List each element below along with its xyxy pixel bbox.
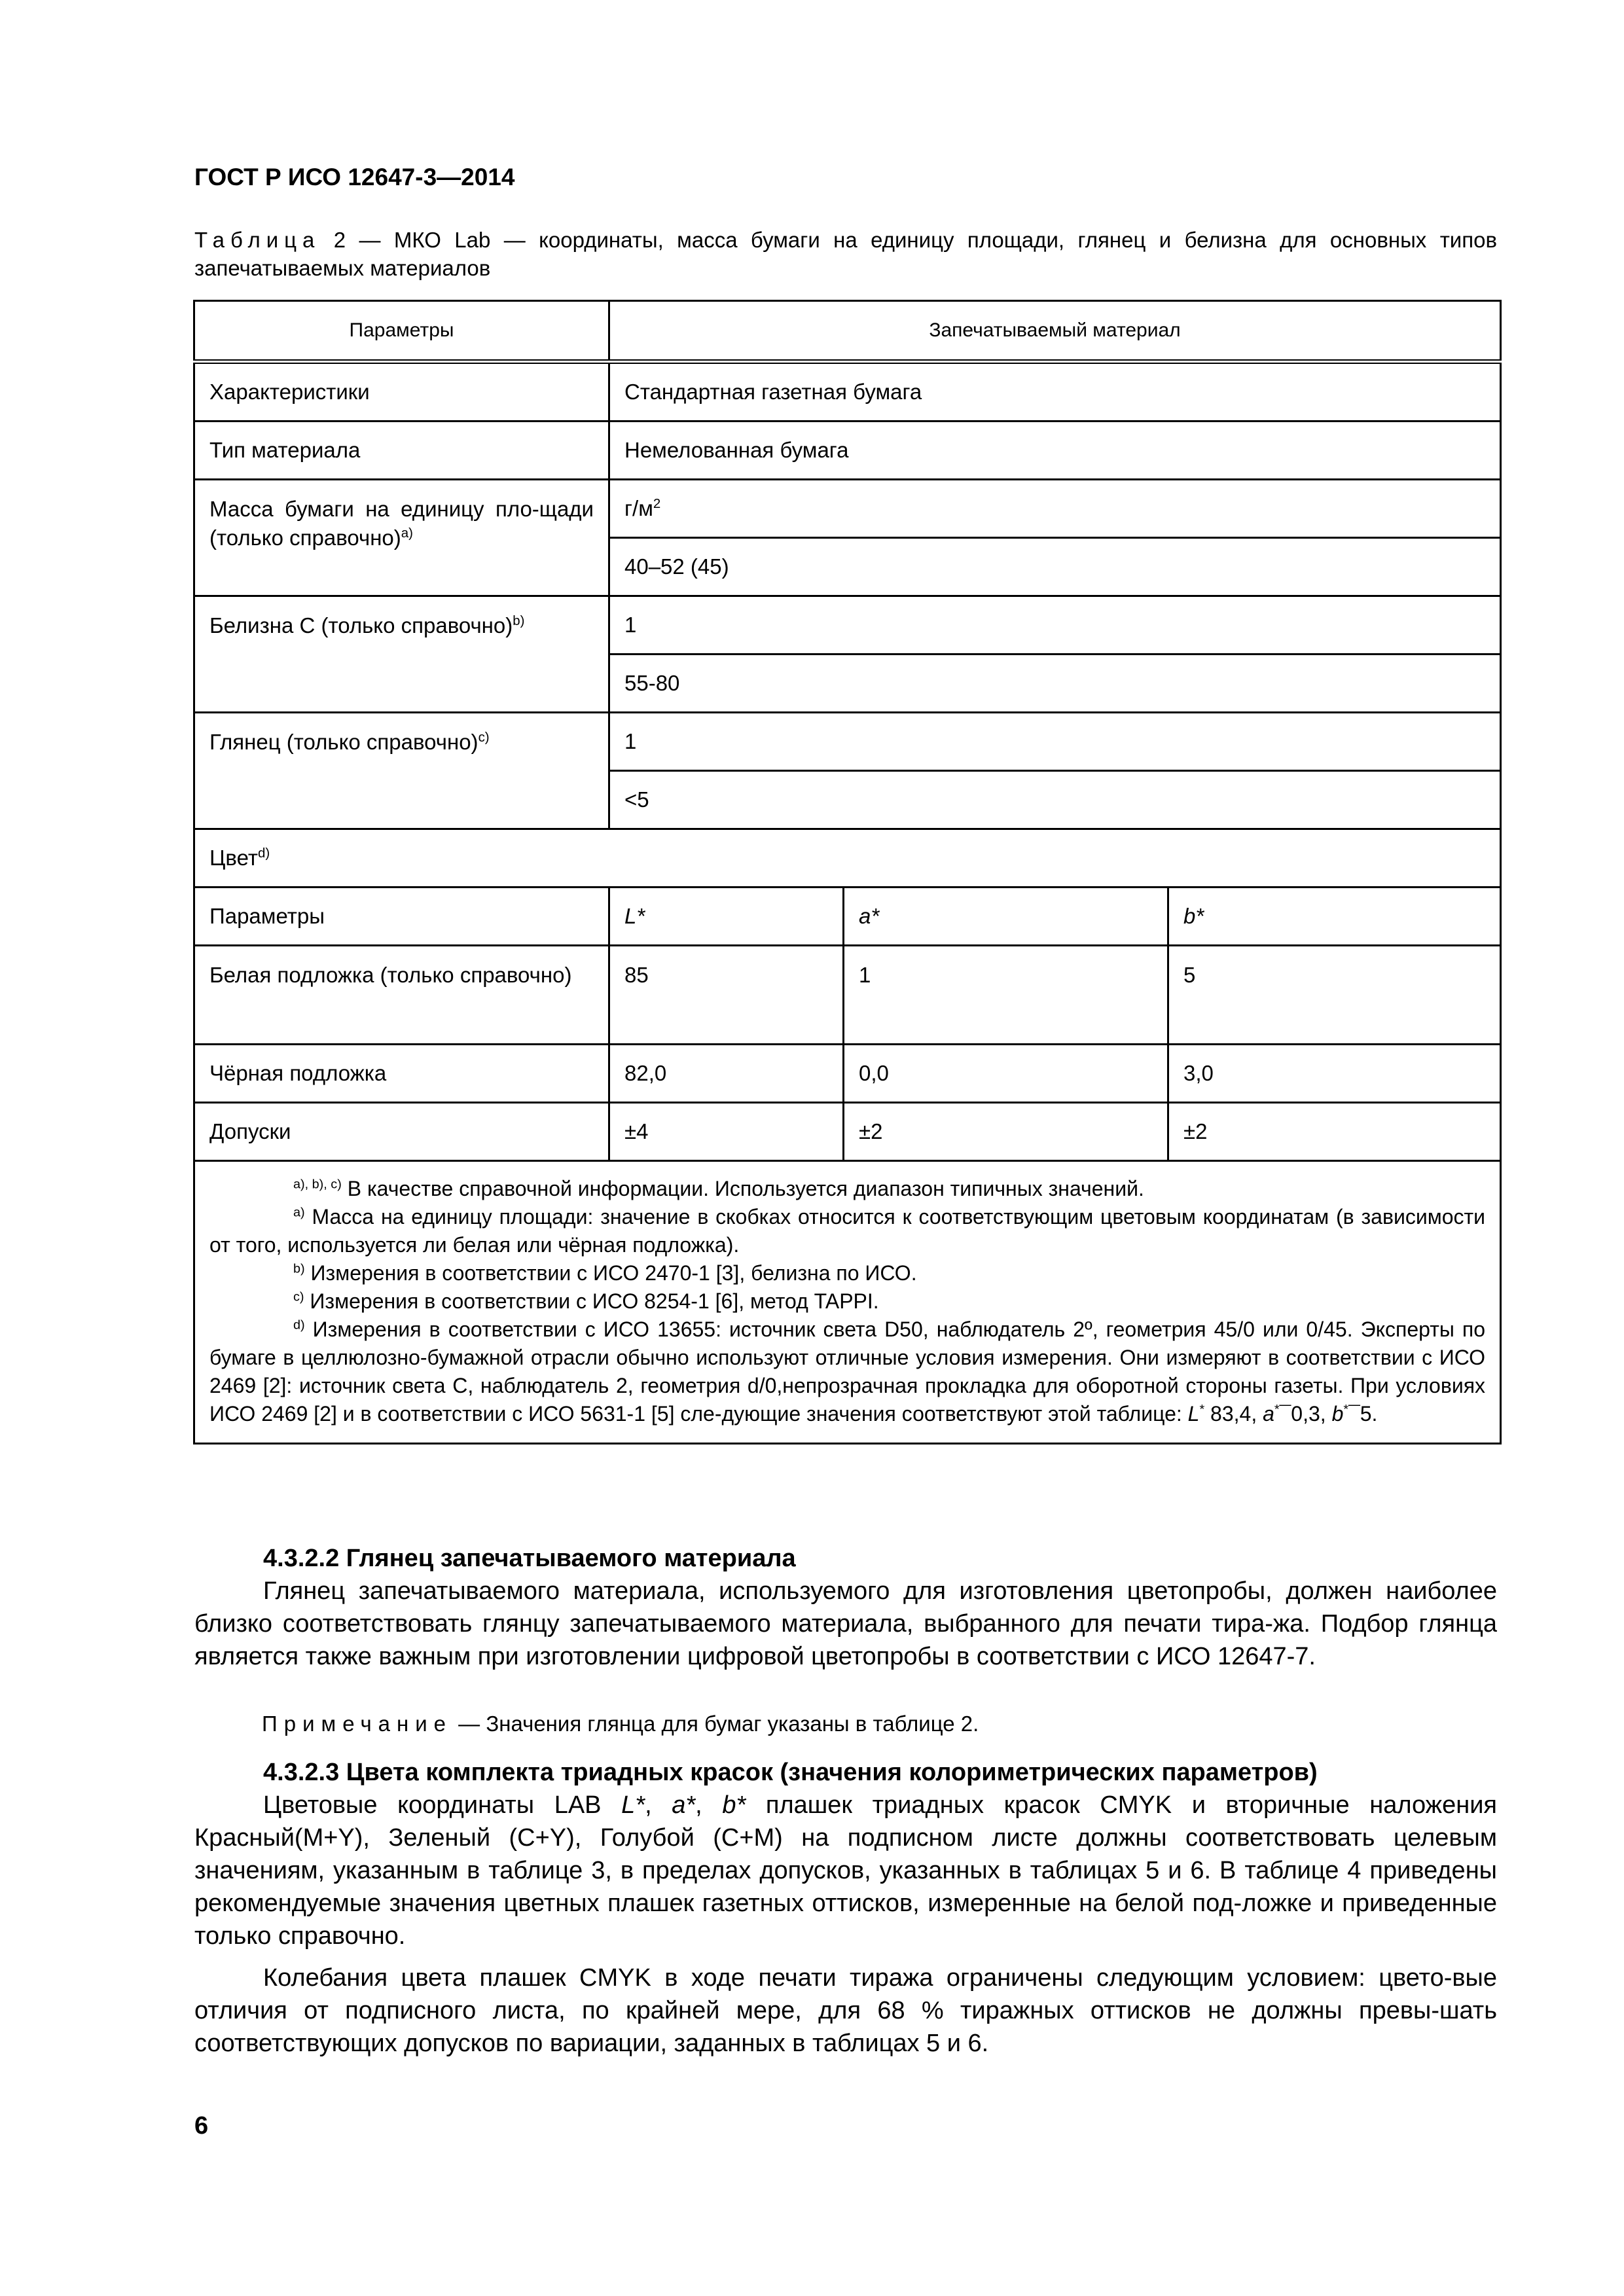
section-heading: 4.3.2.2 Глянец запечатываемого материала bbox=[263, 1545, 796, 1572]
footnote-marker: d) bbox=[257, 846, 270, 861]
footnote-b-value: ¯5. bbox=[1348, 1402, 1378, 1426]
footnote-marker: a) bbox=[401, 526, 413, 541]
cell-a: a* bbox=[844, 888, 1168, 946]
table-row bbox=[194, 888, 1501, 946]
para-text: Цветовые координаты LAB bbox=[263, 1791, 622, 1819]
footnote-d bbox=[209, 1316, 1485, 1428]
row-value: 1 bbox=[609, 596, 1501, 655]
table-row bbox=[194, 1045, 1501, 1103]
white-backing-label: Белая подложка (только справочно) bbox=[209, 963, 572, 987]
row-label: Характеристики bbox=[194, 362, 609, 422]
footnote-text: Измерения в соответствии с ИСО 13655: источник света D50, наблюдатель 2º, геометрия 45/0 или 0/45. Эксперты по бумаге в целлюлозно-бумажной отрасли обычно используют отличные условия измерения. Они измеряют в соответствии с ИСО 2469 [2]: источник света С, наблюдатель 2, геометрия d/0,непрозрачная прокладка для оборотной стороны газеты. При условиях ИСО 2469 [2] и в соответствии с ИСО 5631-1 [5] сле-дующие значения соответствуют этой таблице: bbox=[209, 1318, 1486, 1426]
footnote-marker: b) bbox=[513, 613, 525, 628]
note-body: — Значения глянца для бумаг указаны в таблице 2. bbox=[452, 1712, 979, 1736]
row-label bbox=[194, 480, 609, 596]
row-label: Чёрная подложка bbox=[194, 1045, 609, 1103]
footnote-L: L bbox=[1187, 1402, 1200, 1426]
color-label: Цвет bbox=[209, 846, 258, 870]
row-value: Стандартная газетная бумага bbox=[609, 362, 1501, 422]
row-label bbox=[194, 946, 609, 1045]
note-label: Примечание bbox=[262, 1712, 453, 1736]
symbol-a: a* bbox=[672, 1791, 696, 1819]
row-value: 1 bbox=[609, 713, 1501, 771]
cell-b: 3,0 bbox=[1168, 1045, 1501, 1103]
para-text: плашек триадных красок CMYK и вторичные наложения Красный(М+Y), Зеленый (С+Y), Голубой (С+М) на подписном листе должны соответствовать целевым значениям, указанным в таблице 3, в пределах допусков, указанных в таблицах 5 и 6. В таблице 4 приведены рекомендуемые значения цветных плашек газетных оттисков, измеренные на белой под-ложке и приведенные только справочно. bbox=[194, 1791, 1497, 1950]
footnote-a-sup: * bbox=[1274, 1402, 1280, 1417]
section-heading: 4.3.2.3 Цвета комплекта триадных красок (значения колориметрических параметров) bbox=[263, 1759, 1318, 1786]
footnote-a-value: ¯0,3, bbox=[1279, 1402, 1332, 1426]
document-header: ГОСТ Р ИСО 12647-3—2014 bbox=[194, 164, 515, 190]
row-value: 55-80 bbox=[609, 655, 1501, 713]
footnote-L-sup: * bbox=[1199, 1402, 1205, 1417]
row-label bbox=[194, 596, 609, 713]
row-label bbox=[194, 713, 609, 829]
cell-a: 1 bbox=[844, 946, 1168, 1045]
footnote-b bbox=[209, 1259, 1485, 1287]
para-separator: , bbox=[645, 1791, 672, 1819]
section-4323 bbox=[194, 1756, 1497, 2060]
cell-a: 0,0 bbox=[844, 1045, 1168, 1103]
gloss-label: Глянец (только справочно) bbox=[209, 730, 478, 754]
row-label: Тип материала bbox=[194, 422, 609, 480]
footnote-marker: a), b), c) bbox=[293, 1177, 342, 1192]
table-notes bbox=[194, 1161, 1501, 1444]
cell-b: 5 bbox=[1168, 946, 1501, 1045]
table-caption-label: Таблица bbox=[194, 228, 321, 252]
footnote-text: Масса на единицу площади: значение в скобках относится к соответствующим цветовым координатам (в зависимости от того, используется ли белая или чёрная подложка). bbox=[209, 1205, 1486, 1257]
cell-b: b* bbox=[1168, 888, 1501, 946]
row-value: Немелованная бумага bbox=[609, 422, 1501, 480]
section-paragraph: Колебания цвета плашек CMYK в ходе печати тиража ограничены следующим условием: цвето-вые отличия от подписного листа, по крайней мере, для 68 % тиражных оттисков не должны превы-шать соответствующих допусков по вариации, заданных в таблицах 5 и 6. bbox=[194, 1964, 1497, 2057]
section-paragraph bbox=[194, 1789, 1497, 1952]
row-label: Допуски bbox=[194, 1103, 609, 1161]
footnote-text: Измерения в соответствии с ИСО 8254-1 [6], метод TAPPI. bbox=[304, 1289, 879, 1313]
para-separator: , bbox=[695, 1791, 723, 1819]
footnote-L-value: 83,4, bbox=[1204, 1402, 1263, 1426]
cell-L: 82,0 bbox=[609, 1045, 844, 1103]
table-row bbox=[194, 596, 1501, 655]
table-row bbox=[194, 946, 1501, 1045]
footnote-c bbox=[209, 1287, 1485, 1316]
row-value bbox=[609, 480, 1501, 538]
table-notes-row bbox=[194, 1161, 1501, 1444]
color-section-label bbox=[194, 829, 1501, 888]
footnote-text: Измерения в соответствии с ИСО 2470-1 [3], белизна по ИСО. bbox=[304, 1261, 917, 1285]
symbol-b: b* bbox=[722, 1791, 746, 1819]
footnote-a bbox=[209, 1203, 1485, 1259]
note bbox=[262, 1712, 979, 1736]
table-row bbox=[194, 829, 1501, 888]
row-value: <5 bbox=[609, 771, 1501, 829]
table-caption bbox=[194, 226, 1497, 282]
footnote-b-sup: * bbox=[1343, 1402, 1349, 1417]
data-table bbox=[193, 300, 1502, 1444]
unit-superscript: 2 bbox=[653, 496, 661, 511]
mass-label-text bbox=[209, 495, 594, 552]
table-caption-text: 2 — МКО Lab — координаты, масса бумаги на единицу площади, глянец и белизна для основных типов запечатываемых материалов bbox=[194, 228, 1497, 280]
footnote-marker: a) bbox=[293, 1205, 305, 1220]
table-header-row bbox=[194, 301, 1501, 362]
mass-unit: г/м bbox=[624, 496, 653, 520]
header-material: Запечатываемый материал bbox=[609, 301, 1501, 362]
footnote-marker: c) bbox=[478, 730, 490, 745]
symbol-L: L* bbox=[621, 1791, 645, 1819]
table-row bbox=[194, 713, 1501, 771]
table-row bbox=[194, 1103, 1501, 1161]
section-paragraph: Глянец запечатываемого материала, используемого для изготовления цветопробы, должен наиболее близко соответствовать глянцу запечатываемого материала, выбранного для печати тира-жа. Подбор глянца является также важным при изготовлении цифровой цветопробы в соответствии с ИСО 12647-7. bbox=[194, 1577, 1497, 1670]
whiteness-label: Белизна С (только справочно) bbox=[209, 613, 513, 637]
cell-a: ±2 bbox=[844, 1103, 1168, 1161]
footnote-b-symbol: b bbox=[1331, 1402, 1344, 1426]
cell-L: ±4 bbox=[609, 1103, 844, 1161]
footnote-marker: c) bbox=[293, 1289, 304, 1304]
footnote-a-symbol: a bbox=[1263, 1402, 1274, 1426]
mass-label: Масса бумаги на единицу пло-щади (только справочно) bbox=[209, 497, 594, 550]
footnote-marker: b) bbox=[293, 1261, 305, 1276]
footnote-abc bbox=[209, 1175, 1485, 1203]
cell-L: 85 bbox=[609, 946, 844, 1045]
cell-b: ±2 bbox=[1168, 1103, 1501, 1161]
page-number: 6 bbox=[194, 2112, 209, 2140]
cell-L: L* bbox=[609, 888, 844, 946]
table-row bbox=[194, 480, 1501, 538]
section-4322 bbox=[194, 1542, 1497, 1673]
table-row bbox=[194, 422, 1501, 480]
header-parameters: Параметры bbox=[194, 301, 609, 362]
footnote-text: В качестве справочной информации. Используется диапазон типичных значений. bbox=[341, 1177, 1144, 1200]
row-value: 40–52 (45) bbox=[609, 538, 1501, 596]
footnote-marker: d) bbox=[293, 1318, 305, 1333]
table-row bbox=[194, 362, 1501, 422]
row-label: Параметры bbox=[194, 888, 609, 946]
